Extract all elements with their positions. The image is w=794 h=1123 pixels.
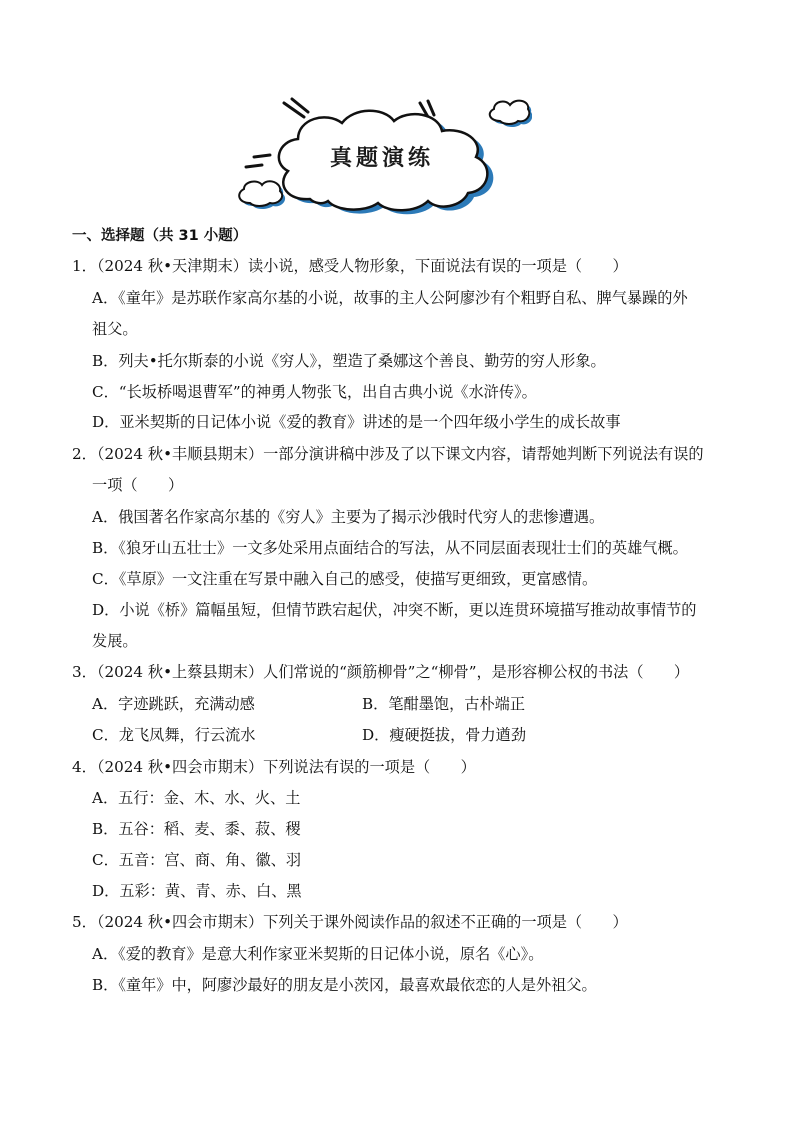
banner-title: 真题演练: [329, 146, 434, 171]
question-4-stem: 4．（2024 秋•四会市期末）下列说法有误的一项是（ ）: [72, 758, 476, 776]
question-2-stem: 2．（2024 秋•丰顺县期末）一部分演讲稿中涉及了以下课文内容，请帮她判断下列说法有误的: [72, 445, 704, 463]
section-title: 一、选择题（共 31 小题）: [72, 228, 248, 244]
question-1-option-b: B．列夫•托尔斯泰的小说《穷人》，塑造了桑娜这个善良、勤劳的穷人形象。: [92, 352, 606, 370]
question-1-option-d: D．亚米契斯的日记体小说《爱的教育》讲述的是一个四年级小学生的成长故事: [92, 413, 621, 431]
question-5-option-a: A．《爱的教育》是意大利作家亚米契斯的日记体小说，原名《心》。: [92, 945, 544, 963]
question-4-option-d: D．五彩：黄、青、赤、白、黑: [92, 882, 302, 900]
question-3-option-d: D．瘦硬挺拔，骨力遒劲: [362, 726, 527, 744]
question-1-option-c: C．“长坂桥喝退曹军”的神勇人物张飞，出自古典小说《水浒传》。: [92, 383, 537, 401]
question-2-option-d: D．小说《桥》篇幅虽短，但情节跌宕起伏，冲突不断，更以连贯环境描写推动故事情节的: [92, 601, 697, 619]
question-3-option-a: A．字迹跳跃，充满动感: [92, 695, 255, 713]
question-4-option-c: C．五音：宫、商、角、徽、羽: [92, 851, 302, 869]
question-2-option-a: A．俄国著名作家高尔基的《穷人》主要为了揭示沙俄时代穷人的悲惨遭遇。: [92, 508, 605, 526]
question-2-option-d-cont: 发展。: [92, 632, 138, 650]
question-2-option-c: C．《草原》一文注重在写景中融入自己的感受，使描写更细致，更富感情。: [92, 570, 598, 588]
title-banner: [232, 95, 532, 215]
question-1-stem: 1．（2024 秋•天津期末）读小说，感受人物形象，下面说法有误的一项是（ ）: [72, 257, 628, 275]
question-3-option-c: C．龙飞凤舞，行云流水: [92, 726, 256, 744]
question-2-option-b: B．《狼牙山五壮士》一文多处采用点面结合的写法，从不同层面表现壮士们的英雄气概。: [92, 539, 688, 557]
question-5-option-b: B．《童年》中，阿廖沙最好的朋友是小茨冈，最喜欢最依恋的人是外祖父。: [92, 976, 597, 994]
question-1-option-a: A．《童年》是苏联作家高尔基的小说，故事的主人公阿廖沙有个粗野自私、脾气暴躁的外: [92, 289, 688, 307]
question-5-stem: 5．（2024 秋•四会市期末）下列关于课外阅读作品的叙述不正确的一项是（ ）: [72, 913, 628, 931]
question-1-option-a-cont: 祖父。: [92, 320, 138, 338]
question-4-option-b: B．五谷：稻、麦、黍、菽、稷: [92, 820, 301, 838]
question-3-option-b: B．笔酣墨饱，古朴端正: [362, 695, 526, 713]
question-3-stem: 3．（2024 秋•上蔡县期末）人们常说的“颜筋柳骨”之“柳骨”，是形容柳公权的书法（ ）: [72, 663, 690, 681]
question-2-stem-cont: 一项（ ）: [92, 476, 184, 494]
question-4-option-a: A．五行：金、木、水、火、土: [92, 789, 301, 807]
